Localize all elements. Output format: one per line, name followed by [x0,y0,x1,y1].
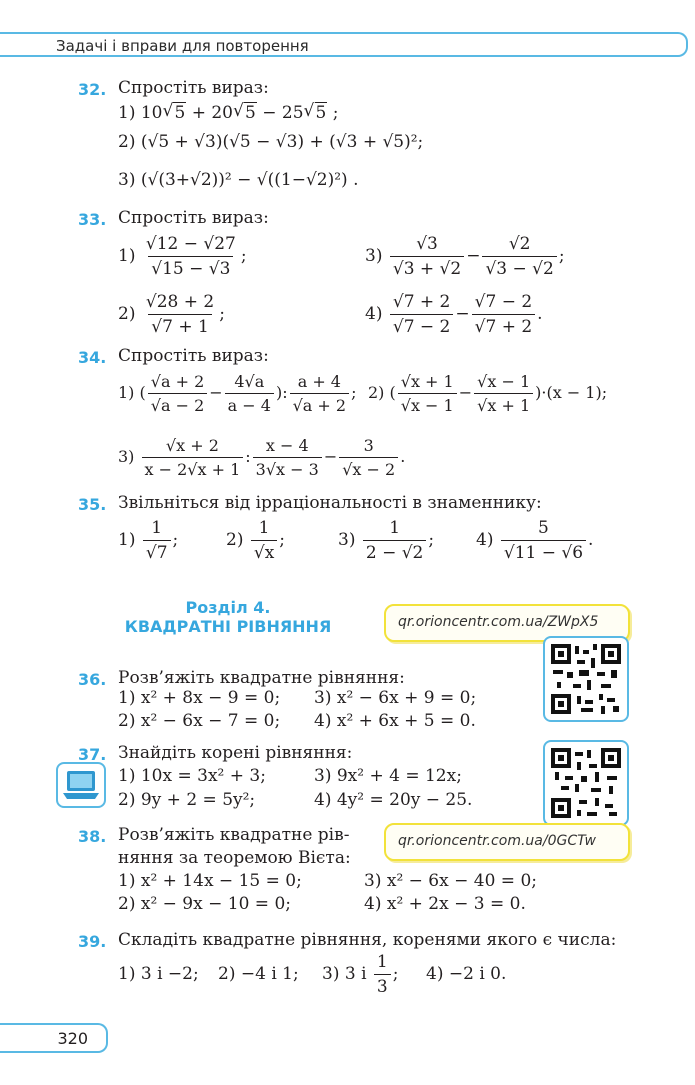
problem-title: Розв’яжіть квадратне рівняння: [118,668,405,688]
page-header [0,32,688,57]
qr-code-icon [551,748,621,818]
expression-item: 2) ( $\frac{√x + 1}{√x - 1}$ − $\frac{√x - 1}{√x + 1}$ )·(x − 1); [368,372,608,415]
expression-item: 4) $\frac{5}{√11 - √6}$ . [476,518,594,563]
answer-item: 1) 3 і −2; [118,964,199,984]
problem-number: 39. [78,932,107,951]
expression-item: 3) $\frac{1}{2 - √2}$ ; [338,518,435,563]
problem-number: 37. [78,745,107,764]
equation: 1) x² + 8x − 9 = 0; [118,688,281,708]
problem-number: 35. [78,495,107,514]
expression-line: 1) 10√ 5 + 20√ 5 − 25√ 5 ; [118,103,338,123]
qr-link-1[interactable]: qr.orioncentr.com.ua/ZWpX5 [384,604,630,642]
qr-code-icon [551,644,621,714]
section-name: КВАДРАТНІ РІВНЯННЯ [124,617,332,636]
equation: 3) x² − 6x − 40 = 0; [364,871,537,891]
problem-number: 33. [78,210,107,229]
equation: 2) 9y + 2 = 5y²; [118,790,256,810]
problem-number: 34. [78,348,107,367]
problem-title: Спростіть вираз: [118,208,269,228]
equation: 2) x² − 9x − 10 = 0; [118,894,291,914]
answer-item: 3) 3 і $\frac{1}{3}$ ; [322,952,399,997]
equation: 1) 10x = 3x² + 3; [118,766,266,786]
expression-item: 3) $\frac{√x + 2}{x - 2√x + 1}$ : $\frac{x - 4}{3√x - 3}$ − $\frac{3}{√x - 2}$ . [118,436,406,479]
section-number: Розділ 4. [185,598,271,617]
problem-title: Спростіть вираз: [118,346,269,366]
problem-title: Знайдіть корені рівняння: [118,743,353,763]
expression-item: 1) $\frac{1}{√7}$ ; [118,518,179,563]
qr-link-2[interactable]: qr.orioncentr.com.ua/0GCTw [384,823,630,861]
equation: 2) x² − 6x − 7 = 0; [118,711,281,731]
equation: 1) x² + 14x − 15 = 0; [118,871,302,891]
problem-title: няння за теоремою Вієта: [118,848,351,868]
answer-item: 2) −4 і 1; [218,964,299,984]
problem-number: 36. [78,670,107,689]
problem-title: Спростіть вираз: [118,78,269,98]
equation: 4) x² + 6x + 5 = 0. [314,711,476,731]
expression-item: 1) $\frac{√12 - √27}{√15 - √3}$ ; [118,234,247,279]
expression-item: 1) ( $\frac{√a + 2}{√a - 2}$ − $\frac{4√a}{a - 4}$ ): $\frac{a + 4}{√a + 2}$ ; [118,372,357,415]
qr-code-2[interactable] [543,740,629,826]
expression-item: 2) $\frac{√28 + 2}{√7 + 1}$ ; [118,292,225,337]
expression-line: 2) (√5 + √3)(√5 − √3) + (√3 + √5)²; [118,132,424,152]
problem-title: Звільніться від ірраціональності в знаменнику: [118,493,542,513]
equation: 4) 4y² = 20y − 25. [314,790,473,810]
qr-code-1[interactable] [543,636,629,722]
problem-number: 32. [78,80,107,99]
page-number-box [0,1023,108,1053]
answer-item: 4) −2 і 0. [426,964,507,984]
expression-item: 3) $\frac{√3}{√3 + √2}$ − $\frac{√2}{√3 - √2}$ ; [365,234,565,279]
equation: 3) 9x² + 4 = 12x; [314,766,462,786]
laptop-icon [56,762,106,808]
expression-line: 3) (√(3+√2))² − √((1−√2)²) . [118,170,359,190]
expression-item: 2) $\frac{1}{√x}$ ; [226,518,286,563]
equation: 3) x² − 6x + 9 = 0; [314,688,477,708]
expression-item: 4) $\frac{√7 + 2}{√7 - 2}$ − $\frac{√7 - 2}{√7 + 2}$ . [365,292,543,337]
problem-number: 38. [78,827,107,846]
equation: 4) x² + 2x − 3 = 0. [364,894,526,914]
problem-title: Складіть квадратне рівняння, коренями якого є числа: [118,930,617,950]
page-number: 320 [57,1029,88,1048]
problem-title: Розв’яжіть квадратне рів- [118,825,350,845]
header-title: Задачі і вправи для повторення [56,37,309,55]
section-heading [112,598,344,636]
